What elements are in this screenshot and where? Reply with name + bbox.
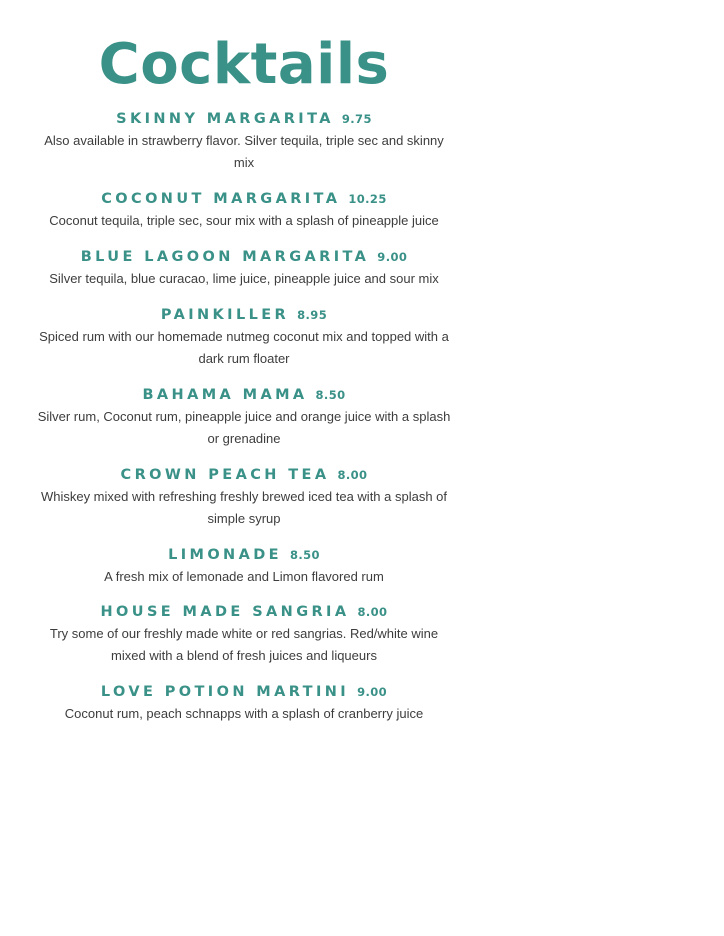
menu-item-name: PAINKILLER [160, 307, 290, 323]
menu-item-name: COCONUT MARGARITA [101, 191, 341, 207]
menu-item-heading [30, 680, 458, 703]
menu-title: Cocktails [98, 32, 390, 97]
menu-item [30, 680, 458, 725]
menu-item-name: SKINNY MARGARITA [116, 111, 334, 127]
menu-item-heading [30, 187, 458, 210]
menu-item-price: 9.00 [357, 685, 388, 699]
menu-item-heading [30, 600, 458, 623]
menu-item-heading [30, 543, 458, 566]
menu-item [30, 245, 458, 290]
menu-item [30, 463, 458, 530]
menu-item [30, 303, 458, 370]
menu-item-price: 8.50 [315, 388, 346, 402]
menu-item-description: A fresh mix of lemonade and Limon flavored rum [104, 569, 384, 584]
menu-item-price: 9.75 [341, 112, 372, 126]
menu-item-price: 8.00 [357, 605, 388, 619]
menu-item-name: HOUSE MADE SANGRIA [100, 604, 350, 620]
menu-item-price: 8.50 [289, 548, 320, 562]
menu-item-description: Also available in strawberry flavor. Silver tequila, triple sec and skinny mix [44, 133, 444, 170]
menu-item-description: Coconut rum, peach schnapps with a splash of cranberry juice [64, 706, 424, 721]
menu-item-name: CROWN PEACH TEA [120, 467, 330, 483]
menu-item [30, 600, 458, 667]
menu-item-heading [30, 303, 458, 326]
menu-item-name: LOVE POTION MARTINI [100, 684, 350, 700]
menu-item-price: 9.00 [377, 250, 408, 264]
menu-item [30, 543, 458, 588]
menu-item-description: Silver rum, Coconut rum, pineapple juice and orange juice with a splash or grenadine [37, 409, 451, 446]
cocktail-menu [30, 30, 458, 725]
menu-item-name: BLUE LAGOON MARGARITA [80, 249, 370, 265]
menu-item-heading [30, 107, 458, 130]
menu-item [30, 187, 458, 232]
menu-item-description: Silver tequila, blue curacao, lime juice, pineapple juice and sour mix [49, 271, 439, 286]
menu-item [30, 107, 458, 174]
menu-item-name: LIMONADE [168, 547, 282, 563]
menu-item-heading [30, 383, 458, 406]
menu-item-price: 8.00 [337, 468, 368, 482]
menu-item [30, 383, 458, 450]
menu-item-name: BAHAMA MAMA [142, 387, 308, 403]
menu-item-price: 8.95 [297, 308, 328, 322]
menu-item-description: Coconut tequila, triple sec, sour mix with a splash of pineapple juice [49, 213, 439, 228]
menu-item-heading [30, 245, 458, 268]
menu-item-price: 10.25 [348, 192, 387, 206]
menu-item-heading [30, 463, 458, 486]
menu-item-description: Whiskey mixed with refreshing freshly brewed iced tea with a splash of simple syrup [40, 489, 448, 526]
menu-item-description: Try some of our freshly made white or red sangrias. Red/white wine mixed with a blend of fresh juices and liqueurs [49, 626, 439, 663]
menu-item-description: Spiced rum with our homemade nutmeg coconut mix and topped with a dark rum floater [39, 329, 449, 366]
